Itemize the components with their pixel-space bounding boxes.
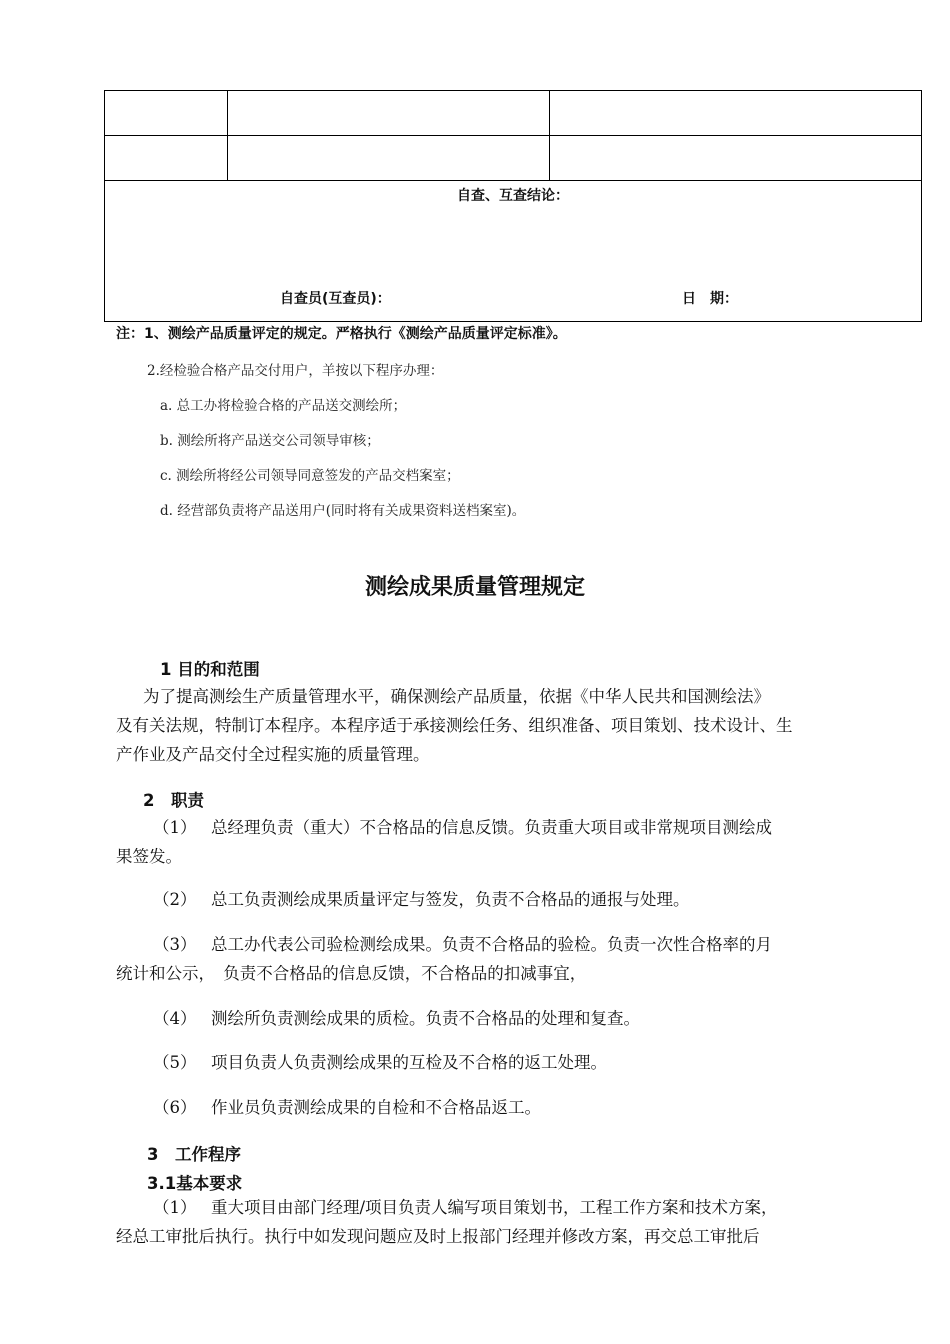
note-item-d: d. 经营部负责将产品送用户(同时将有关成果资料送档案室)。 bbox=[160, 503, 526, 519]
section-3-1-item-1 bbox=[153, 1193, 778, 1222]
duty-item-3-cont: 统计和公示， 负责不合格品的信息反馈，不合格品的扣减事宜， bbox=[116, 964, 587, 983]
duty-number: （1） bbox=[153, 818, 197, 837]
duty-number: （4） bbox=[153, 1009, 197, 1028]
date-label: 日 期： bbox=[682, 291, 738, 307]
note-1: 注：1、测绘产品质量评定的规定。严格执行《测绘产品质量评定标准》。 bbox=[116, 326, 567, 342]
duty-number: （6） bbox=[153, 1098, 197, 1117]
inspection-table bbox=[104, 90, 922, 322]
duty-item-1 bbox=[153, 813, 772, 842]
duty-item-5 bbox=[153, 1048, 607, 1077]
section-1-line-1: 为了提高测绘生产质量管理水平，确保测绘产品质量，依据《中华人民共和国测绘法》 bbox=[143, 687, 770, 706]
duty-text: 总经理负责（重大）不合格品的信息反馈。负责重大项目或非常规项目测绘成 bbox=[211, 818, 772, 837]
table-cell bbox=[550, 91, 922, 136]
section-3-heading: 3 工作程序 bbox=[147, 1145, 241, 1164]
conclusion-cell bbox=[105, 181, 922, 322]
note-item-c: c. 测绘所将经公司领导同意签发的产品交档案室； bbox=[160, 468, 460, 484]
table-row bbox=[105, 136, 922, 181]
note-item-b: b. 测绘所将产品送交公司领导审核； bbox=[160, 433, 380, 449]
note-item-a: a. 总工办将检验合格的产品送交测绘所； bbox=[160, 398, 407, 414]
duty-text: 总工办代表公司验检测绘成果。负责不合格品的验检。负责一次性合格率的月 bbox=[211, 935, 772, 954]
duty-number: （2） bbox=[153, 890, 197, 909]
duty-item-1-cont: 果签发。 bbox=[116, 847, 182, 866]
table-cell bbox=[228, 91, 550, 136]
table-cell bbox=[105, 136, 228, 181]
section-2-heading: 2 职责 bbox=[143, 791, 204, 810]
section-1-line-2: 及有关法规，特制订本程序。本程序适于承接测绘任务、组织准备、项目策划、技术设计、生 bbox=[116, 716, 793, 735]
table-cell bbox=[228, 136, 550, 181]
section-3-1-heading: 3.1基本要求 bbox=[147, 1174, 243, 1193]
duty-number: （3） bbox=[153, 935, 197, 954]
table-row bbox=[105, 91, 922, 136]
section-1-line-3: 产作业及产品交付全过程实施的质量管理。 bbox=[116, 745, 430, 764]
duty-item-6 bbox=[153, 1093, 541, 1122]
duty-number: （5） bbox=[153, 1053, 197, 1072]
section-3-1-item-1-cont: 经总工审批后执行。执行中如发现问题应及时上报部门经理并修改方案，再交总工审批后 bbox=[116, 1227, 760, 1246]
inspector-label: 自查员(互查员)： bbox=[280, 291, 391, 307]
duty-item-4 bbox=[153, 1004, 640, 1033]
duty-text: 测绘所负责测绘成果的质检。负责不合格品的处理和复查。 bbox=[211, 1009, 640, 1028]
conclusion-row bbox=[105, 181, 922, 322]
duty-item-3 bbox=[153, 930, 772, 959]
duty-text: 总工负责测绘成果质量评定与签发，负责不合格品的通报与处理。 bbox=[211, 890, 690, 909]
conclusion-label: 自查、互查结论： bbox=[457, 188, 569, 204]
item-number: （1） bbox=[153, 1198, 197, 1217]
duty-item-2 bbox=[153, 885, 690, 914]
section-1-heading: 1 目的和范围 bbox=[160, 660, 260, 679]
document-title: 测绘成果质量管理规定 bbox=[364, 575, 585, 600]
table-cell bbox=[550, 136, 922, 181]
duty-text: 项目负责人负责测绘成果的互检及不合格的返工处理。 bbox=[211, 1053, 607, 1072]
note-2: 2.经检验合格产品交付用户，羊按以下程序办理： bbox=[147, 363, 444, 379]
table-cell bbox=[105, 91, 228, 136]
duty-text: 作业员负责测绘成果的自检和不合格品返工。 bbox=[211, 1098, 541, 1117]
item-text: 重大项目由部门经理/项目负责人编写项目策划书，工程工作方案和技术方案， bbox=[211, 1198, 778, 1217]
